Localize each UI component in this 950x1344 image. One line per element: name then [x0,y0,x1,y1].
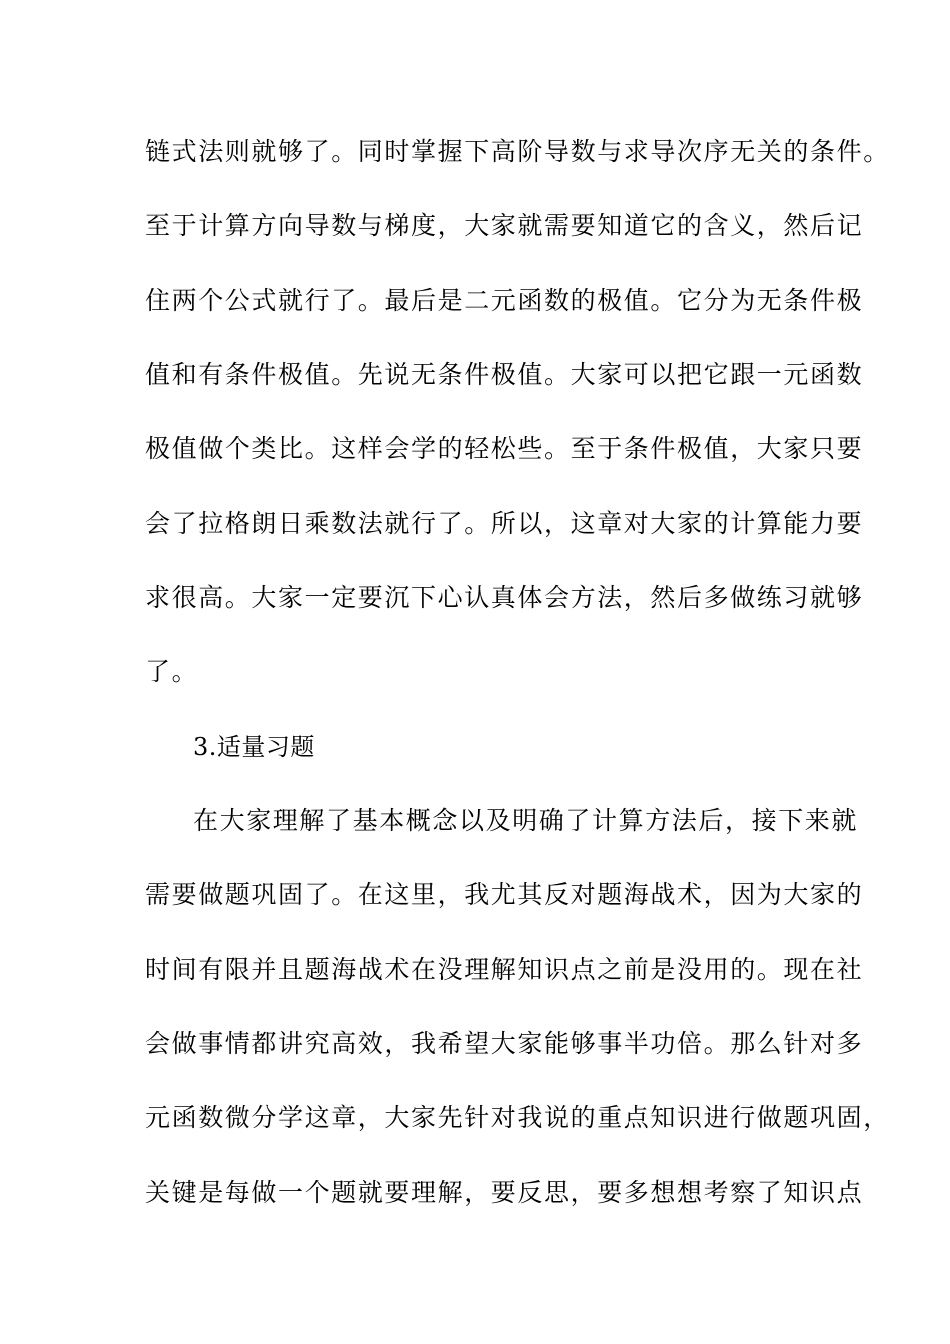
text-line: 会了拉格朗日乘数法就行了。所以，这章对大家的计算能力要 [145,509,864,538]
text-line: 在大家理解了基本概念以及明确了计算方法后，接下来就 [193,806,859,835]
text-line: 元函数微分学这章，大家先针对我说的重点知识进行做题巩固， [145,1103,890,1132]
text-line: 会做事情都讲究高效，我希望大家能够事半功倍。那么针对多 [145,1029,864,1058]
text-line: 极值做个类比。这样会学的轻松些。至于条件极值，大家只要 [145,434,864,463]
text-line: 时间有限并且题海战术在没理解知识点之前是没用的。现在社 [145,955,864,984]
text-line: 住两个公式就行了。最后是二元函数的极值。它分为无条件极 [145,286,864,315]
text-line: 链式法则就够了。同时掌握下高阶导数与求导次序无关的条件。 [145,137,890,166]
section-heading: 3.适量习题 [193,733,315,761]
text-line: 了。 [145,657,199,686]
text-line: 值和有条件极值。先说无条件极值。大家可以把它跟一元函数 [145,360,864,389]
text-line: 关键是每做一个题就要理解，要反思，要多想想考察了知识点 [145,1178,864,1207]
text-line: 求很高。大家一定要沉下心认真体会方法，然后多做练习就够 [145,583,864,612]
text-line: 需要做题巩固了。在这里，我尤其反对题海战术，因为大家的 [145,880,864,909]
text-line: 至于计算方向导数与梯度，大家就需要知道它的含义，然后记 [145,211,864,240]
